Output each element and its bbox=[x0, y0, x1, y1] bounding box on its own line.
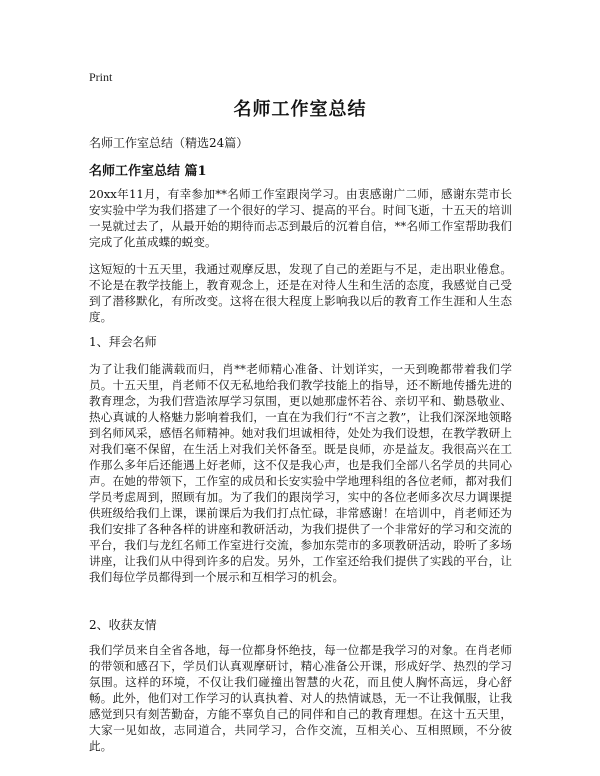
document-subtitle: 名师工作室总结（精选24篇） bbox=[89, 136, 249, 150]
page-title: 名师工作室总结 bbox=[233, 99, 367, 120]
subheading-meet-teacher: 1、拜会名师 bbox=[89, 335, 157, 349]
paragraph-meet-teacher: 为了让我们能满载而归，肖**老师精心准备、计划详实，一天到晚都带着我们学员。十五天里，肖老师不仅无私地给我们教学技能上的指导，还不断地传播先进的教育理念，为我们营造浓厚学习氛围，更以她那虚怀若谷、亲切平和、勤恳敬业、热心真诚的人格魅力影响着我们，一直在为我们行“不言之教”，让我们深深地领略到名师风采，感悟名师精神。她对我们坦诚相待，处处为我们设想，在教学教研上对我们毫不保留，在生活上对我们关怀备至。既是良师，亦是益友。我很高兴在工作那么多年后还能遇上好老师，这不仅是我心声，也是我们全部八名学员的共同心声。在她的带领下，工作室的成员和长安实验中学地理科组的各位老师，都对我们学员考虑周到，照顾有加。为了我们的跟岗学习，实中的各位老师多次尽力调课提供班级给我们上课，课前课后为我们打点忙碌，非常感谢！在培训中，肖老师还为我们安排了各种各样的讲座和教研活动，为我们提供了一个非常好的学习和交流的平台，我们与龙红名师工作室进行交流，参加东莞市的多项教研活动，聆听了多场讲座，让我们从中得到许多的启发。另外，工作室还给我们提供了实践的平台，让我们每位学员都得到一个展示和互相学习的机会。 bbox=[89, 362, 512, 584]
subheading-friendship: 2、收获友情 bbox=[89, 618, 157, 632]
paragraph-reflection: 这短短的十五天里，我通过观摩反思，发现了自己的差距与不足，走出职业倦怠。不论是在教学技能上，教育观念上，还是在对待人生和生活的态度，我感觉自己受到了潜移默化，有所改变。这将在很大程度上影响我以后的教育工作生涯和人生态度。 bbox=[89, 262, 512, 324]
paragraph-intro: 20xx年11月，有幸参加**名师工作室跟岗学习。由衷感谢广二师，感谢东莞市长安实验中学为我们搭建了一个很好的学习、提高的平台。时间飞逝，十五天的培训一晃就过去了，从最开始的期待而忐忑到最后的沉着自信，**名师工作室帮助我们完成了化茧成蝶的蜕变。 bbox=[89, 187, 512, 249]
paragraph-friendship: 我们学员来自全省各地，每一位都身怀绝技，每一位都是我学习的对象。在肖老师的带领和感召下，学员们认真观摩研讨，精心准备公开课，形成好学、热烈的学习氛围。这样的环境，不仅让我们碰撞出智慧的火花，而且使人胸怀高远，身心舒畅。此外，他们对工作学习的认真执着、对人的热情诚恳，无一不让我佩服，让我感觉到只有刻苦勤奋，方能不辜负自己的同伴和自己的教育理想。在这十五天里，大家一见如故，志同道合，共同学习，合作交流，互相关心、互相照顾，不分彼此。 bbox=[89, 643, 512, 753]
section-heading: 名师工作室总结 篇1 bbox=[89, 164, 207, 179]
print-link[interactable]: Print bbox=[89, 70, 113, 84]
